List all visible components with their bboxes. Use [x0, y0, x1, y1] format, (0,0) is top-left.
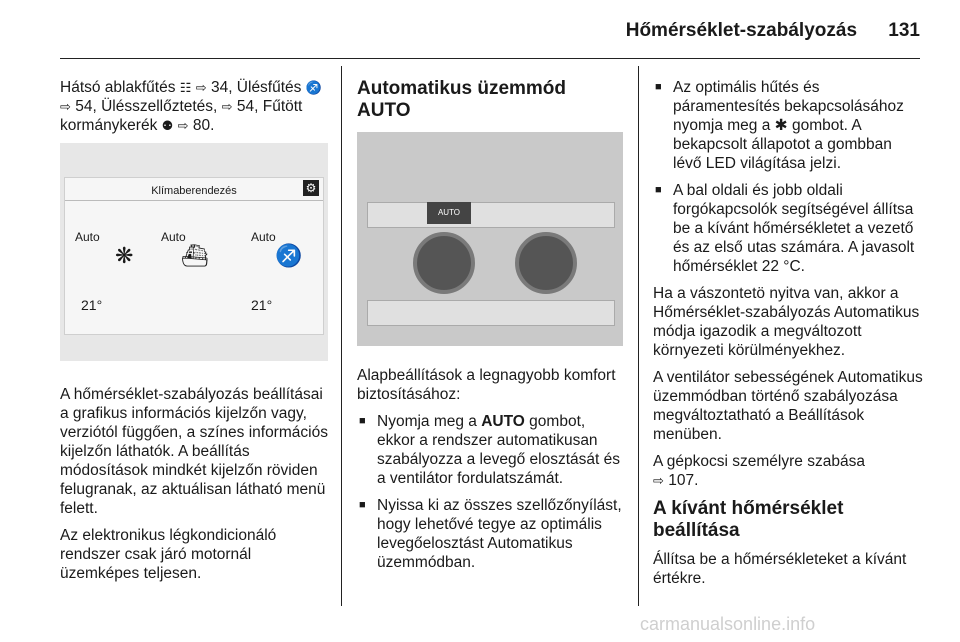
ref-arrow-icon: ⇨ [653, 473, 664, 488]
ref-arrow-icon: ⇨ [221, 99, 233, 114]
paragraph-engine-note: Az elektronikus légkondicionáló rendszer csak járó motornál üzemképes teljesen. [60, 527, 277, 582]
header-rule [60, 58, 920, 59]
snowflake-icon: ✱ [774, 117, 788, 134]
seat-airflow-icon: ♐ [275, 243, 303, 268]
paragraph-fan-speed: A ventilátor sebességének Automatikus üzemmódban történő szabályozása megváltoztatható a Beállítások menüben. [653, 369, 923, 443]
temp-right: 21° [251, 297, 273, 313]
page-number: 131 [888, 20, 920, 41]
left-temp-knob [413, 232, 475, 294]
upper-button-row [367, 202, 615, 228]
control-panel-figure [357, 132, 623, 346]
bullet-ac: ■ Az optimális hűtés és páramentesítés bekapcsolásához nyomja meg a ✱ gombot. A bekapcsolt állapotot a gombban lévő LED világítása jelzi. [653, 78, 923, 173]
seat-heat-icon: ♐ [305, 80, 322, 95]
settings-gear-icon: ⚙ [303, 180, 319, 196]
auto-label-right: Auto [251, 230, 276, 244]
bullet-vents: ■ Nyissa ki az összes szellőzőnyílást, hogy lehetővé tegye az optimális levegőelosztást Automatikus üzemmódban. [357, 496, 623, 572]
climate-display-figure [60, 143, 328, 361]
fan-icon: ❋ [115, 243, 134, 268]
auto-button: AUTO [427, 202, 471, 224]
column-1 [60, 78, 328, 591]
lower-button-row [367, 300, 615, 326]
paragraph-display-info: A hőmérséklet-szabályozás beállításai a grafikus információs kijelzőn vagy, verziótól függően, a színes információs kijelzőn láthatók. A beállítás módosítások mindkét kijelzőn röviden felugranak, az aktuálisan látható menü felett. [60, 386, 328, 517]
climate-display-screen [64, 177, 324, 335]
column-3 [653, 78, 923, 596]
intro-paragraph: Hátsó ablakfűtés ☷ ⇨ 34, Ülésfűtés ♐ ⇨ 54, Ülésszellőztetés, ⇨ 54, Fűtött kormánykerék ⚉ ⇨ 80. [60, 79, 322, 134]
section-heading-auto: Automatikus üzemmód AUTO [357, 78, 567, 121]
display-title: Klímaberendezés [151, 185, 237, 197]
paragraph-set-temp: Állítsa be a hőmérsékleteket a kívánt értékre. [653, 551, 907, 587]
ref-arrow-icon: ⇨ [60, 99, 71, 114]
column-divider-1 [341, 66, 342, 606]
column-2 [357, 78, 623, 580]
auto-label-mid: Auto [161, 230, 186, 244]
car-airflow-icon: ⛴ [181, 243, 209, 268]
column-divider-2 [638, 66, 639, 606]
auto-label-left: Auto [75, 230, 100, 244]
section-heading-temp: A kívánt hőmérséklet beállítása [653, 498, 844, 541]
paragraph-personalization: A gépkocsi személyre szabása ⇨ 107. [653, 453, 865, 489]
steering-wheel-heat-icon: ⚉ [161, 118, 174, 133]
display-title-rule [65, 200, 323, 201]
bullet-temp-knobs: ■ A bal oldali és jobb oldali forgókapcsolók segítségével állítsa be a kívánt hőmérsékletet a vezető és az első utas számára. A javasolt hőmérséklet 22 °C. [653, 181, 923, 276]
ref-arrow-icon: ⇨ [177, 118, 189, 133]
temp-left: 21° [81, 297, 103, 313]
ref-arrow-icon: ⇨ [195, 80, 207, 95]
page-title: Hőmérséklet-szabályozás [625, 20, 858, 41]
rear-window-heat-icon: ☷ [179, 80, 192, 95]
page-header [60, 20, 920, 44]
right-temp-knob [515, 232, 577, 294]
watermark: carmanualsonline.info [640, 614, 816, 634]
bullet-auto: ■ Nyomja meg a AUTO gombot, ekkor a rendszer automatikusan szabályozza a levegő elosztását és a ventilátor fordulatszámát. [357, 412, 623, 488]
paragraph-sunroof: Ha a vászontetö nyitva van, akkor a Hőmérséklet-szabályozás Automatikus módja igazodik a megváltozott környezeti körülményekhez. [653, 285, 920, 359]
paragraph-defaults: Alapbeállítások a legnagyobb komfort biztosításához: [357, 367, 616, 403]
